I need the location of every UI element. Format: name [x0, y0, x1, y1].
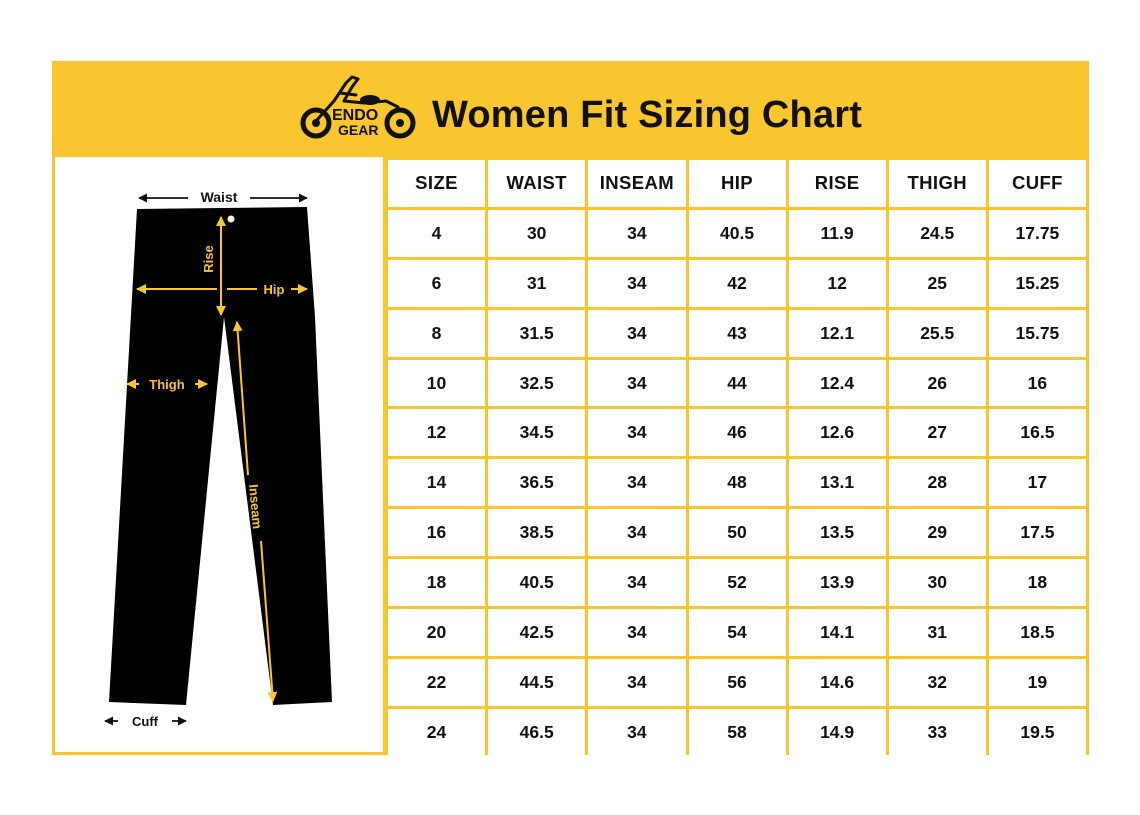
cuff-label: Cuff [132, 714, 158, 729]
cell-waist: 46.5 [488, 709, 585, 756]
cell-waist: 38.5 [488, 509, 585, 556]
cell-hip: 46 [689, 409, 786, 456]
brand-line2: GEAR [338, 122, 379, 138]
endo-gear-logo [294, 73, 420, 147]
cell-cuff: 16.5 [989, 409, 1086, 456]
column-header-cuff: CUFF [989, 160, 1086, 207]
cell-waist: 36.5 [488, 459, 585, 506]
cell-inseam: 34 [588, 310, 685, 357]
cell-inseam: 34 [588, 559, 685, 606]
table-row [388, 310, 1086, 357]
cell-size: 16 [388, 509, 485, 556]
table-row [388, 709, 1086, 756]
cell-size: 12 [388, 409, 485, 456]
cell-inseam: 34 [588, 210, 685, 257]
table-header-row [388, 160, 1086, 207]
cell-size: 22 [388, 659, 485, 706]
cell-rise: 12 [789, 260, 886, 307]
cell-hip: 40.5 [689, 210, 786, 257]
cell-hip: 42 [689, 260, 786, 307]
table-row [388, 509, 1086, 556]
page-title: Women Fit Sizing Chart [432, 94, 863, 136]
table-row [388, 210, 1086, 257]
table-row [388, 409, 1086, 456]
cell-cuff: 15.75 [989, 310, 1086, 357]
brand-line1: ENDO [332, 107, 379, 124]
column-header-size: SIZE [388, 160, 485, 207]
cell-size: 8 [388, 310, 485, 357]
cell-waist: 44.5 [488, 659, 585, 706]
cell-rise: 11.9 [789, 210, 886, 257]
cell-rise: 12.4 [789, 360, 886, 407]
cell-hip: 56 [689, 659, 786, 706]
cell-inseam: 34 [588, 409, 685, 456]
cell-hip: 54 [689, 609, 786, 656]
cell-size: 20 [388, 609, 485, 656]
column-header-thigh: THIGH [889, 160, 986, 207]
table-row [388, 659, 1086, 706]
cell-rise: 14.6 [789, 659, 886, 706]
cell-thigh: 28 [889, 459, 986, 506]
cell-size: 18 [388, 559, 485, 606]
cell-size: 14 [388, 459, 485, 506]
cell-thigh: 32 [889, 659, 986, 706]
cell-cuff: 19.5 [989, 709, 1086, 756]
cell-rise: 13.9 [789, 559, 886, 606]
pants-diagram-panel [55, 157, 383, 752]
cell-rise: 13.5 [789, 509, 886, 556]
cell-cuff: 16 [989, 360, 1086, 407]
cell-thigh: 25.5 [889, 310, 986, 357]
cell-thigh: 31 [889, 609, 986, 656]
table-row [388, 559, 1086, 606]
cell-rise: 14.1 [789, 609, 886, 656]
cell-thigh: 30 [889, 559, 986, 606]
cell-inseam: 34 [588, 360, 685, 407]
cell-thigh: 25 [889, 260, 986, 307]
cell-thigh: 33 [889, 709, 986, 756]
button-icon [228, 216, 235, 223]
cell-cuff: 19 [989, 659, 1086, 706]
cell-rise: 14.9 [789, 709, 886, 756]
cell-size: 24 [388, 709, 485, 756]
cell-rise: 12.6 [789, 409, 886, 456]
cell-rise: 13.1 [789, 459, 886, 506]
cell-size: 4 [388, 210, 485, 257]
cell-inseam: 34 [588, 659, 685, 706]
cell-inseam: 34 [588, 459, 685, 506]
sizing-chart [52, 61, 1089, 755]
cell-thigh: 26 [889, 360, 986, 407]
cell-inseam: 34 [588, 509, 685, 556]
table-row [388, 360, 1086, 407]
cell-thigh: 29 [889, 509, 986, 556]
hip-label: Hip [263, 282, 285, 297]
cell-waist: 34.5 [488, 409, 585, 456]
cell-waist: 42.5 [488, 609, 585, 656]
cell-waist: 31.5 [488, 310, 585, 357]
column-header-rise: RISE [789, 160, 886, 207]
cell-waist: 31 [488, 260, 585, 307]
cell-hip: 58 [689, 709, 786, 756]
cell-hip: 48 [689, 459, 786, 506]
size-table [385, 157, 1089, 759]
cell-hip: 52 [689, 559, 786, 606]
cell-cuff: 17 [989, 459, 1086, 506]
rise-label: Rise [201, 245, 216, 273]
waist-label: Waist [200, 189, 238, 205]
thigh-label: Thigh [149, 377, 185, 392]
cell-thigh: 27 [889, 409, 986, 456]
table-row [388, 459, 1086, 506]
inseam-label: Inseam [246, 483, 265, 530]
cell-waist: 32.5 [488, 360, 585, 407]
cell-inseam: 34 [588, 260, 685, 307]
column-header-hip: HIP [689, 160, 786, 207]
cell-thigh: 24.5 [889, 210, 986, 257]
cell-cuff: 18 [989, 559, 1086, 606]
cell-size: 10 [388, 360, 485, 407]
cell-cuff: 18.5 [989, 609, 1086, 656]
cell-waist: 30 [488, 210, 585, 257]
chart-header [52, 61, 1089, 157]
cell-hip: 43 [689, 310, 786, 357]
column-header-waist: WAIST [488, 160, 585, 207]
cell-cuff: 17.75 [989, 210, 1086, 257]
cell-hip: 44 [689, 360, 786, 407]
cell-inseam: 34 [588, 709, 685, 756]
cell-waist: 40.5 [488, 559, 585, 606]
cell-hip: 50 [689, 509, 786, 556]
cell-rise: 12.1 [789, 310, 886, 357]
table-row [388, 260, 1086, 307]
column-header-inseam: INSEAM [588, 160, 685, 207]
table-row [388, 609, 1086, 656]
cell-cuff: 17.5 [989, 509, 1086, 556]
table-body [388, 210, 1086, 756]
cell-cuff: 15.25 [989, 260, 1086, 307]
cell-inseam: 34 [588, 609, 685, 656]
cell-size: 6 [388, 260, 485, 307]
